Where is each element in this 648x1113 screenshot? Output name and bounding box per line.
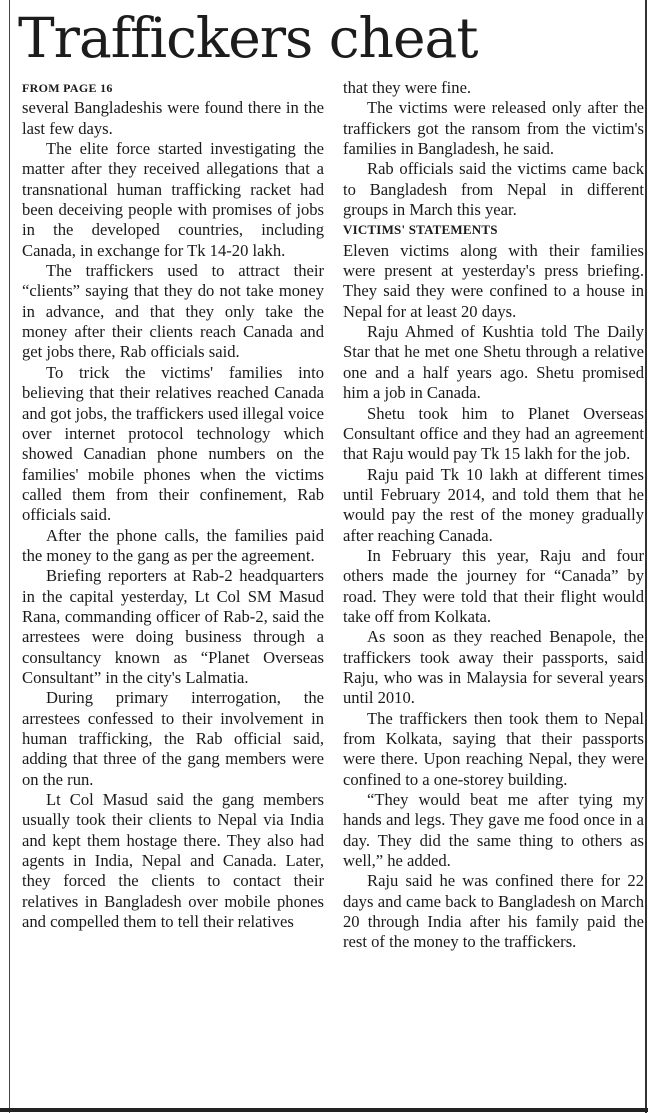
paragraph: Raju said he was confined there for 22 days and came back to Bangladesh on March 20 through India after his family paid the rest of the money to the traffickers.	[343, 871, 644, 952]
paragraph: Raju paid Tk 10 lakh at different times until February 2014, and told them that he would pay the rest of the money gradually after reaching Canada.	[343, 464, 644, 545]
paragraph: To trick the victims' families into believing that their relatives reached Canada and got jobs, the traffickers used illegal voice over internet protocol technology which showed Canadian phone numbers on the families' mobile phones when the victims called them from their confinement, Rab officials said.	[22, 362, 324, 525]
paragraph: As soon as they reached Benapole, the traffickers took away their passports, said Raju, who was in Malaysia for several years until 2010.	[343, 627, 644, 708]
paragraph: During primary interrogation, the arrestees confessed to their involvement in human trafficking, the Rab official said, adding that three of the gang members were on the run.	[22, 688, 324, 789]
paragraph: Shetu took him to Planet Overseas Consultant office and they had an agreement that Raju would pay Tk 15 lakh for the job.	[343, 403, 644, 464]
paragraph: After the phone calls, the families paid the money to the gang as per the agreement.	[22, 525, 324, 565]
paragraph: The traffickers used to attract their “clients” saying that they do not take money in advance, and that they only take the money after their clients reach Canada and get jobs there, Rab officials said.	[22, 261, 324, 362]
article-column-right	[343, 78, 644, 953]
paragraph: In February this year, Raju and four others made the journey for “Canada” by road. They were told that their flight would take off from Kolkata.	[343, 545, 644, 626]
paragraph: Lt Col Masud said the gang members usually took their clients to Nepal via India and kept them hostage there. They also had agents in India, Nepal and Canada. Later, they forced the clients to contact their relatives in Bangladesh over mobile phones and compelled them to tell their relatives	[22, 790, 324, 932]
bottom-page-rule	[0, 1108, 648, 1112]
right-page-rule	[645, 0, 647, 1113]
paragraph: The traffickers then took them to Nepal from Kolkata, saying that their passports were there. Upon reaching Nepal, they were confined to a one-storey building.	[343, 708, 644, 789]
paragraph: The victims were released only after the traffickers got the ransom from the victim's families in Bangladesh, he said.	[343, 98, 644, 159]
jump-label: FROM PAGE 16	[22, 81, 113, 95]
paragraph: Rab officials said the victims came back to Bangladesh from Nepal in different groups in March this year.	[343, 159, 644, 220]
article-column-left	[22, 78, 324, 932]
paragraph: that they were fine.	[343, 78, 472, 97]
paragraph: Raju Ahmed of Kushtia told The Daily Star that he met one Shetu through a relative one and a half years ago. Shetu promised him a job in Canada.	[343, 322, 644, 403]
left-column-rule	[9, 0, 10, 1113]
paragraph: several Bangladeshis were found there in the last few days.	[22, 98, 324, 138]
paragraph: Eleven victims along with their families were present at yesterday's press briefing. They said they were confined to a house in Nepal for at least 20 days.	[343, 240, 644, 321]
headline: Traffickers cheat	[18, 6, 478, 70]
section-subhead: VICTIMS' STATEMENTS	[343, 222, 498, 238]
paragraph: Briefing reporters at Rab-2 headquarters in the capital yesterday, Lt Col SM Masud Rana, commanding officer of Rab-2, said the arrestees were doing business through a consultancy known as “Planet Overseas Consultant” in the city's Lalmatia.	[22, 566, 324, 687]
paragraph: The elite force started investigating the matter after they received allegations that a transnational human trafficking racket had been deceiving people with promises of jobs in the developed countries, including Canada, in exchange for Tk 14-20 lakh.	[22, 139, 324, 260]
paragraph: “They would beat me after tying my hands and legs. They gave me food once in a day. They did the same thing to others as well,” he added.	[343, 790, 644, 871]
